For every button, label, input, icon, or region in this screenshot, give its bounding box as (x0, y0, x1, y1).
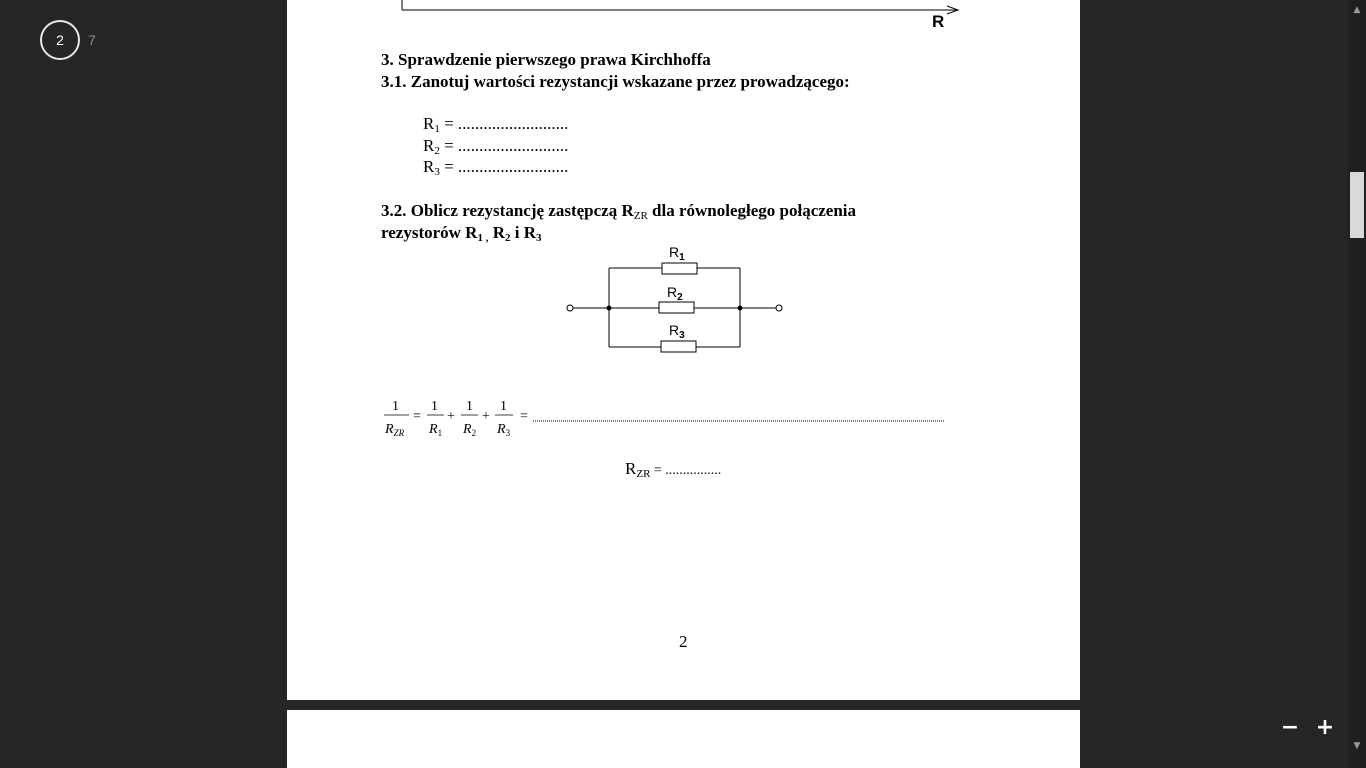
subsection-heading-3-2-line2 (381, 223, 542, 243)
r3-label: $R_3$ (669, 322, 685, 341)
equivalent-resistance-formula (381, 392, 1061, 442)
resistance-subscript: 1 (434, 123, 440, 135)
page-indicator (40, 20, 96, 60)
vertical-scrollbar[interactable] (1348, 0, 1366, 768)
resistance-entry-r1 (423, 114, 568, 134)
heading-text: dla równoległego połączenia (647, 201, 857, 220)
subsection-heading-3-2-line1 (381, 201, 856, 221)
current-page-badge[interactable]: 2 (40, 20, 80, 60)
frac-numerator: 1 (392, 399, 399, 414)
subsection-heading-3-1: 3.1. Zanotuj wartości rezystancji wskazane przez prowadzącego: (381, 72, 850, 91)
resistance-entry-r3 (423, 157, 568, 177)
heading-subscript: 2 (505, 232, 511, 244)
r1-resistor (662, 263, 697, 274)
resistance-subscript: 2 (434, 145, 440, 157)
resistance-symbol: R (423, 114, 435, 133)
equals-sign: = (520, 409, 528, 424)
axis-label: R (932, 12, 945, 31)
resistance-blank: = .......................... (439, 157, 569, 176)
r2-label: $R_2$ (667, 284, 683, 303)
section-heading: 3. Sprawdzenie pierwszego prawa Kirchhoffa (381, 50, 711, 69)
document-page (287, 0, 1080, 700)
frac-denominator: $R_2$ (463, 422, 477, 438)
heading-subscript: ZR (633, 210, 648, 222)
heading-subscript: 1 , (477, 232, 489, 244)
frac-numerator: 1 (431, 399, 438, 414)
frac-denominator: $R_{ZR}$ (385, 422, 405, 438)
resistance-entry-r2 (423, 136, 568, 156)
page-number: 2 (679, 632, 688, 651)
result-subscript: ZR (636, 468, 651, 480)
heading-text: i R (510, 223, 536, 242)
heading-text: 3.2. Oblicz rezystancję zastępczą R (381, 201, 634, 220)
scroll-up-icon[interactable]: ▲ (1353, 5, 1361, 15)
resistance-blank: = .......................... (439, 114, 569, 133)
frac-denominator: $R_3$ (497, 422, 511, 438)
result-symbol: R (625, 459, 637, 478)
left-terminal (567, 305, 573, 311)
next-document-page (287, 710, 1080, 768)
frac-numerator: 1 (500, 399, 507, 414)
plus-sign: + (482, 409, 490, 424)
right-terminal (776, 305, 782, 311)
frac-numerator: 1 (466, 399, 473, 414)
scroll-down-icon[interactable]: ▼ (1353, 741, 1361, 751)
r1-label: $R_1$ (669, 244, 685, 263)
axis-graph-remnant (287, 0, 1080, 40)
plus-sign: + (447, 409, 455, 424)
heading-text: rezystorów R (381, 223, 478, 242)
frac-denominator: $R_1$ (429, 422, 443, 438)
heading-text: R (488, 223, 505, 242)
parallel-circuit-diagram (557, 240, 797, 360)
zoom-in-button[interactable]: + (1315, 715, 1335, 740)
total-pages: 7 (88, 32, 96, 48)
result-blank: = ................ (650, 463, 722, 478)
resistance-blank: = .......................... (439, 136, 569, 155)
r2-resistor (659, 302, 694, 313)
equals-sign: = (413, 409, 421, 424)
scroll-thumb[interactable] (1350, 172, 1364, 238)
zoom-out-button[interactable]: − (1280, 715, 1300, 740)
resistance-symbol: R (423, 157, 435, 176)
heading-subscript: 3 (536, 232, 542, 244)
resistance-subscript: 3 (434, 166, 440, 178)
resistance-symbol: R (423, 136, 435, 155)
r3-resistor (661, 341, 696, 352)
result-line (625, 459, 721, 479)
